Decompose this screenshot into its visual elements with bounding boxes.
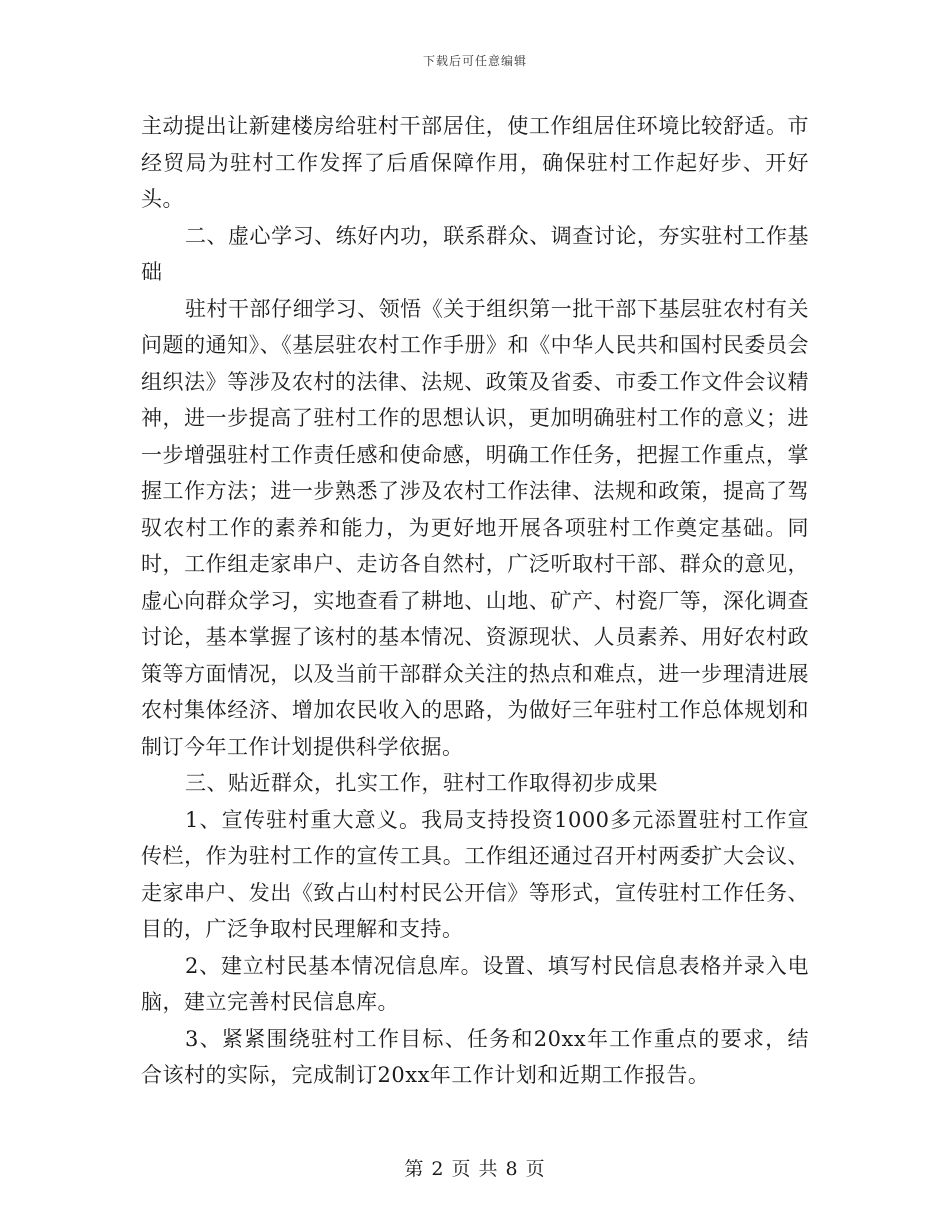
paragraph-3: 驻村干部仔细学习、领悟《关于组织第一批干部下基层驻农村有关问题的通知》、《基层驻农村工作手册》和《中华人民共和国村民委员会组织法》等涉及农村的法律、法规、政策及省委、市委工作文件会议精神，进一步提高了驻村工作的思想认识，更加明确驻村工作的意义；进一步增强驻村工作责任感和使命感，明确工作任务，把握工作重点，掌握工作方法；进一步熟悉了涉及农村工作法律、法规和政策，提高了驾驭农村工作的素养和能力，为更好地开展各项驻村工作奠定基础。同时，工作组走家串户、走访各自然村，广泛听取村干部、群众的意见，虚心向群众学习，实地查看了耕地、山地、矿产、村瓷厂等，深化调查讨论，基本掌握了该村的基本情况、资源现状、人员素养、用好农村政策等方面情况，以及当前干部群众关注的热点和难点，进一步理清进展农村集体经济、增加农民收入的思路，为做好三年驻村工作总体规划和制订今年工作计划提供科学依据。 [141, 296, 809, 759]
section-heading-3: 三、贴近群众，扎实工作，驻村工作取得初步成果 [185, 771, 658, 795]
page-header-note: 下载后可任意编辑 [422, 54, 527, 68]
document-body [141, 108, 809, 1094]
paragraph-item-2: 2、建立村民基本情况信息库。设置、填写村民信息表格并录入电脑，建立完善村民信息库。 [141, 953, 809, 1014]
paragraph-item-3: 3、紧紧围绕驻村工作目标、任务和20xx年工作重点的要求，结合该村的实际，完成制订20xx年工作计划和近期工作报告。 [141, 1026, 809, 1087]
paragraph-1: 主动提出让新建楼房给驻村干部居住，使工作组居住环境比较舒适。市经贸局为驻村工作发挥了后盾保障作用，确保驻村工作起好步、开好头。 [141, 114, 809, 211]
section-heading-2: 二、虚心学习、练好内功，联系群众、调查讨论，夯实驻村工作基础 [141, 223, 809, 284]
page-number-footer: 第 2 页 共 8 页 [404, 1158, 546, 1180]
paragraph-item-1: 1、宣传驻村重大意义。我局支持投资1000多元添置驻村工作宣传栏，作为驻村工作的宣传工具。工作组还通过召开村两委扩大会议、走家串户、发出《致占山村村民公开信》等形式，宣传驻村工作任务、目的，广泛争取村民理解和支持。 [141, 807, 809, 941]
